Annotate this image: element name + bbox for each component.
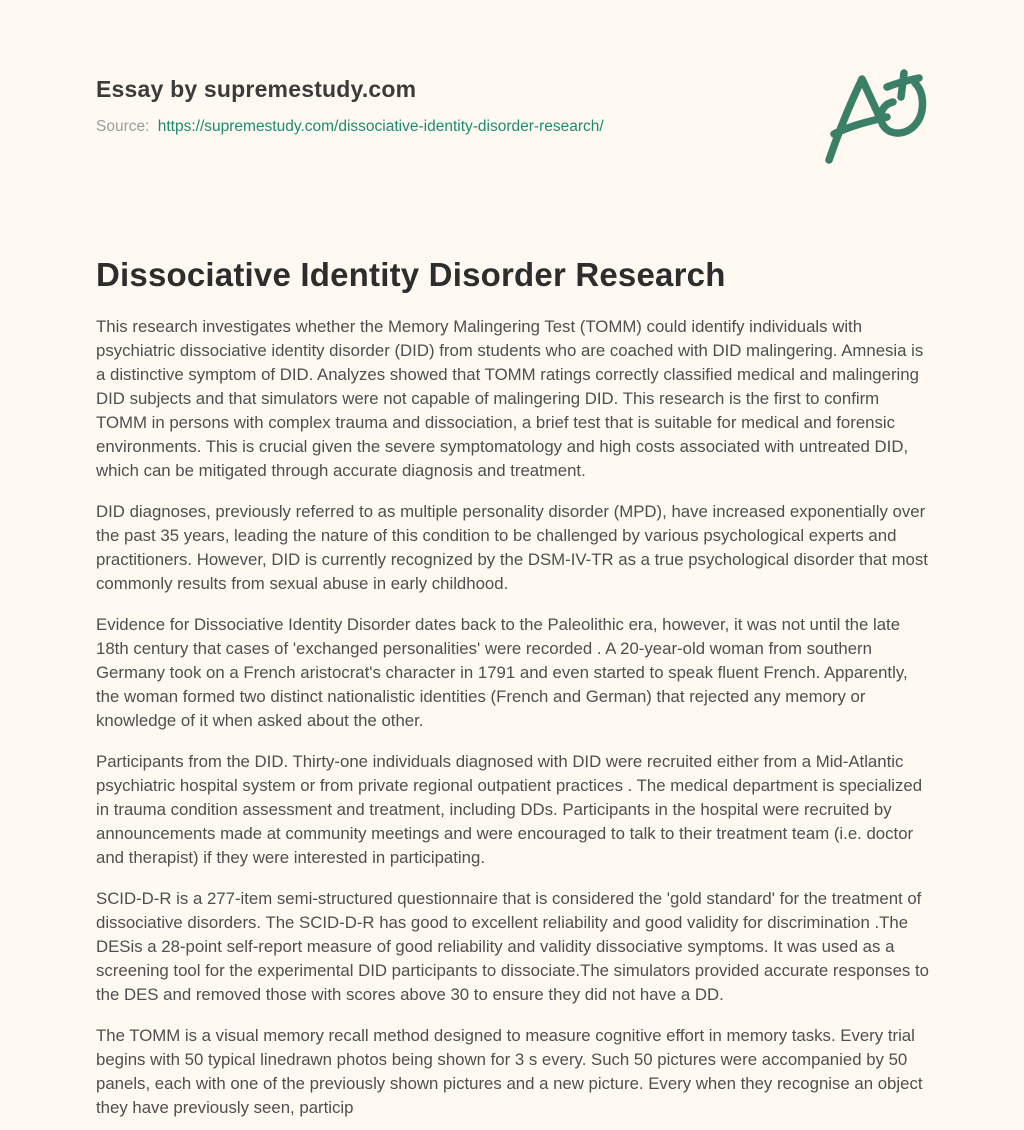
source-link[interactable]: https://supremestudy.com/dissociative-identity-disorder-research/	[157, 118, 604, 135]
essay-paragraph-2: DID diagnoses, previously referred to as multiple personality disorder (MPD), have increased exponentially over the past 35 years, leading the nature of this condition to be challenged by various psychological experts and practitioners. However, DID is currently recognized by the DSM-IV-TR as a true psychological disorder that most commonly results from sexual abuse in early childhood.	[96, 502, 928, 593]
source-label: Source:	[96, 118, 150, 135]
site-title: Essay by supremestudy.com	[96, 76, 417, 102]
essay-paragraph-4: Participants from the DID. Thirty-one individuals diagnosed with DID were recruited either from a Mid-Atlantic psychiatric hospital system or from private regional outpatient practices . The medical department is specialized in trauma condition assessment and treatment, including DDs. Participants in the hospital were recruited by announcements made at community meetings and were encouraged to talk to their treatment team (i.e. doctor and therapist) if they were interested in participating.	[96, 752, 923, 867]
essay-paragraph-5: SCID-D-R is a 277-item semi-structured questionnaire that is considered the 'gold standard' for the treatment of dissociative disorders. The SCID-D-R has good to excellent reliability and good validity for discrimination .The DESis a 28-point self-report measure of good reliability and validity dissociative symptoms. It was used as a screening tool for the experimental DID participants to dissociate.The simulators provided accurate responses to the DES and removed those with scores above 30 to ensure they did not have a DD.	[96, 889, 929, 1004]
essay-article	[96, 256, 929, 1120]
page-header	[0, 0, 1024, 136]
essay-paragraph-1: This research investigates whether the Memory Malingering Test (TOMM) could identify individuals with psychiatric dissociative identity disorder (DID) from students who are coached with DID malingering. Amnesia is a distinctive symptom of DID. Analyzes showed that TOMM ratings correctly classified medical and malingering DID subjects and that simulators were not capable of malingering DID. This research is the first to confirm TOMM in persons with complex trauma and dissociation, a brief test that is suitable for medical and forensic environments. This is crucial given the severe symptomatology and high costs associated with untreated DID, which can be mitigated through accurate diagnosis and treatment.	[96, 317, 924, 480]
essay-paragraph-6: The TOMM is a visual memory recall method designed to measure cognitive effort in memory tasks. Every trial begins with 50 typical linedrawn photos being shown for 3 s every. Such 50 pictures were accompanied by 50 panels, each with one of the previously shown pictures and a new picture. Every when they recognise an object they have previously seen, particip	[96, 1026, 923, 1117]
essay-paragraph-3: Evidence for Dissociative Identity Disorder dates back to the Paleolithic era, however, it was not until the late 18th century that cases of 'exchanged personalities' were recorded . A 20-year-old woman from southern Germany took on a French aristocrat's character in 1791 and even started to speak fluent French. Apparently, the woman formed two distinct nationalistic identities (French and German) that rejected any memory or knowledge of it when asked about the other.	[96, 615, 908, 730]
essay-title: Dissociative Identity Disorder Research	[96, 256, 726, 293]
a-plus-logo-icon	[824, 68, 928, 164]
